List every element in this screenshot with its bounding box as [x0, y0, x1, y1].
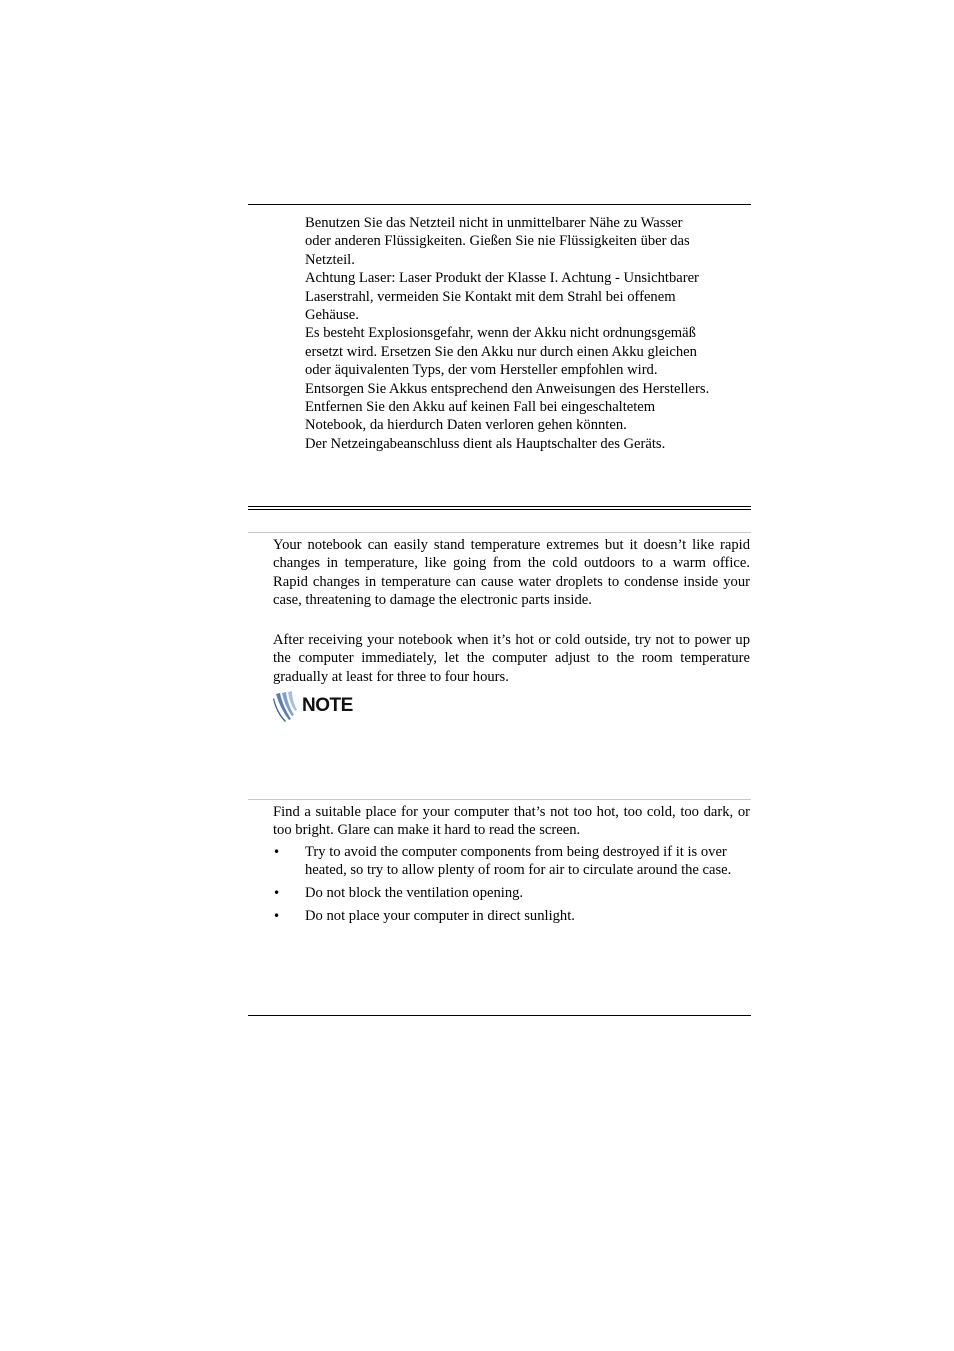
warning-line: Netzteil.: [305, 251, 355, 268]
temperature-paragraph-2: After receiving your notebook when it’s hot or cold outside, try not to power up the computer immediately, let the computer adjust to the room temperature gradually at least for three to four hours.: [273, 632, 750, 685]
list-item-text: Do not place your computer in direct sunlight.: [305, 908, 575, 925]
warning-line: Laserstrahl, vermeiden Sie Kontakt mit dem Strahl bei offenem: [305, 288, 676, 305]
list-item-text: Try to avoid the computer components from being destroyed if it is over heated, so try to allow plenty of room for air to circulate around the case.: [305, 844, 732, 879]
bullet-icon: •: [273, 909, 281, 924]
warning-line: oder äquivalenten Typs, der vom Hersteller empfohlen wird.: [305, 362, 658, 379]
warning-line: Es besteht Explosionsgefahr, wenn der Akku nicht ordnungsgemäß: [305, 325, 696, 342]
list-item: [273, 907, 750, 925]
bullet-icon: •: [273, 845, 281, 859]
warning-line: Entsorgen Sie Akkus entsprechend den Anweisungen des Herstellers.: [305, 380, 710, 397]
bullet-icon: •: [273, 886, 281, 901]
top-rule: [248, 204, 751, 205]
warning-line: Entfernen Sie den Akku auf keinen Fall bei eingeschaltetem: [305, 399, 656, 416]
warning-line: oder anderen Flüssigkeiten. Gießen Sie nie Flüssigkeiten über das: [305, 233, 690, 250]
bottom-rule: [248, 1015, 751, 1016]
placement-section-rule: [248, 799, 751, 800]
warning-line: Achtung Laser: Laser Produkt der Klasse I. Achtung - Unsichtbarer: [305, 270, 699, 287]
warning-line: Gehäuse.: [305, 307, 359, 324]
note-label: NOTE: [302, 695, 353, 716]
list-item-text: Do not block the ventilation opening.: [305, 885, 524, 902]
list-item: [273, 843, 750, 880]
temperature-section-rule: [248, 532, 751, 533]
section-double-rule-top: [248, 506, 751, 507]
warning-line: ersetzt wird. Ersetzen Sie den Akku nur durch einen Akku gleichen: [305, 343, 697, 360]
warning-line: Der Netzeingabeanschluss dient als Hauptschalter des Geräts.: [305, 435, 666, 452]
note-icon: [273, 690, 299, 722]
german-warnings: [305, 214, 765, 453]
temperature-paragraph-1: Your notebook can easily stand temperature extremes but it doesn’t like rapid changes in temperature, like going from the cold outdoors to a warm office. Rapid changes in temperature can cause water droplets to condense inside your case, threatening to damage the electronic parts inside.: [273, 537, 750, 609]
placement-paragraph: Find a suitable place for your computer that’s not too hot, too cold, too dark, or too bright. Glare can make it hard to read the screen.: [273, 804, 750, 839]
placement-bullet-list: [273, 843, 750, 930]
section-double-rule-bottom: [248, 509, 751, 510]
list-item: [273, 884, 750, 902]
warning-line: Notebook, da hierdurch Daten verloren gehen könnten.: [305, 417, 627, 434]
note-callout: [273, 689, 363, 723]
warning-line: Benutzen Sie das Netzteil nicht in unmittelbarer Nähe zu Wasser: [305, 215, 683, 231]
